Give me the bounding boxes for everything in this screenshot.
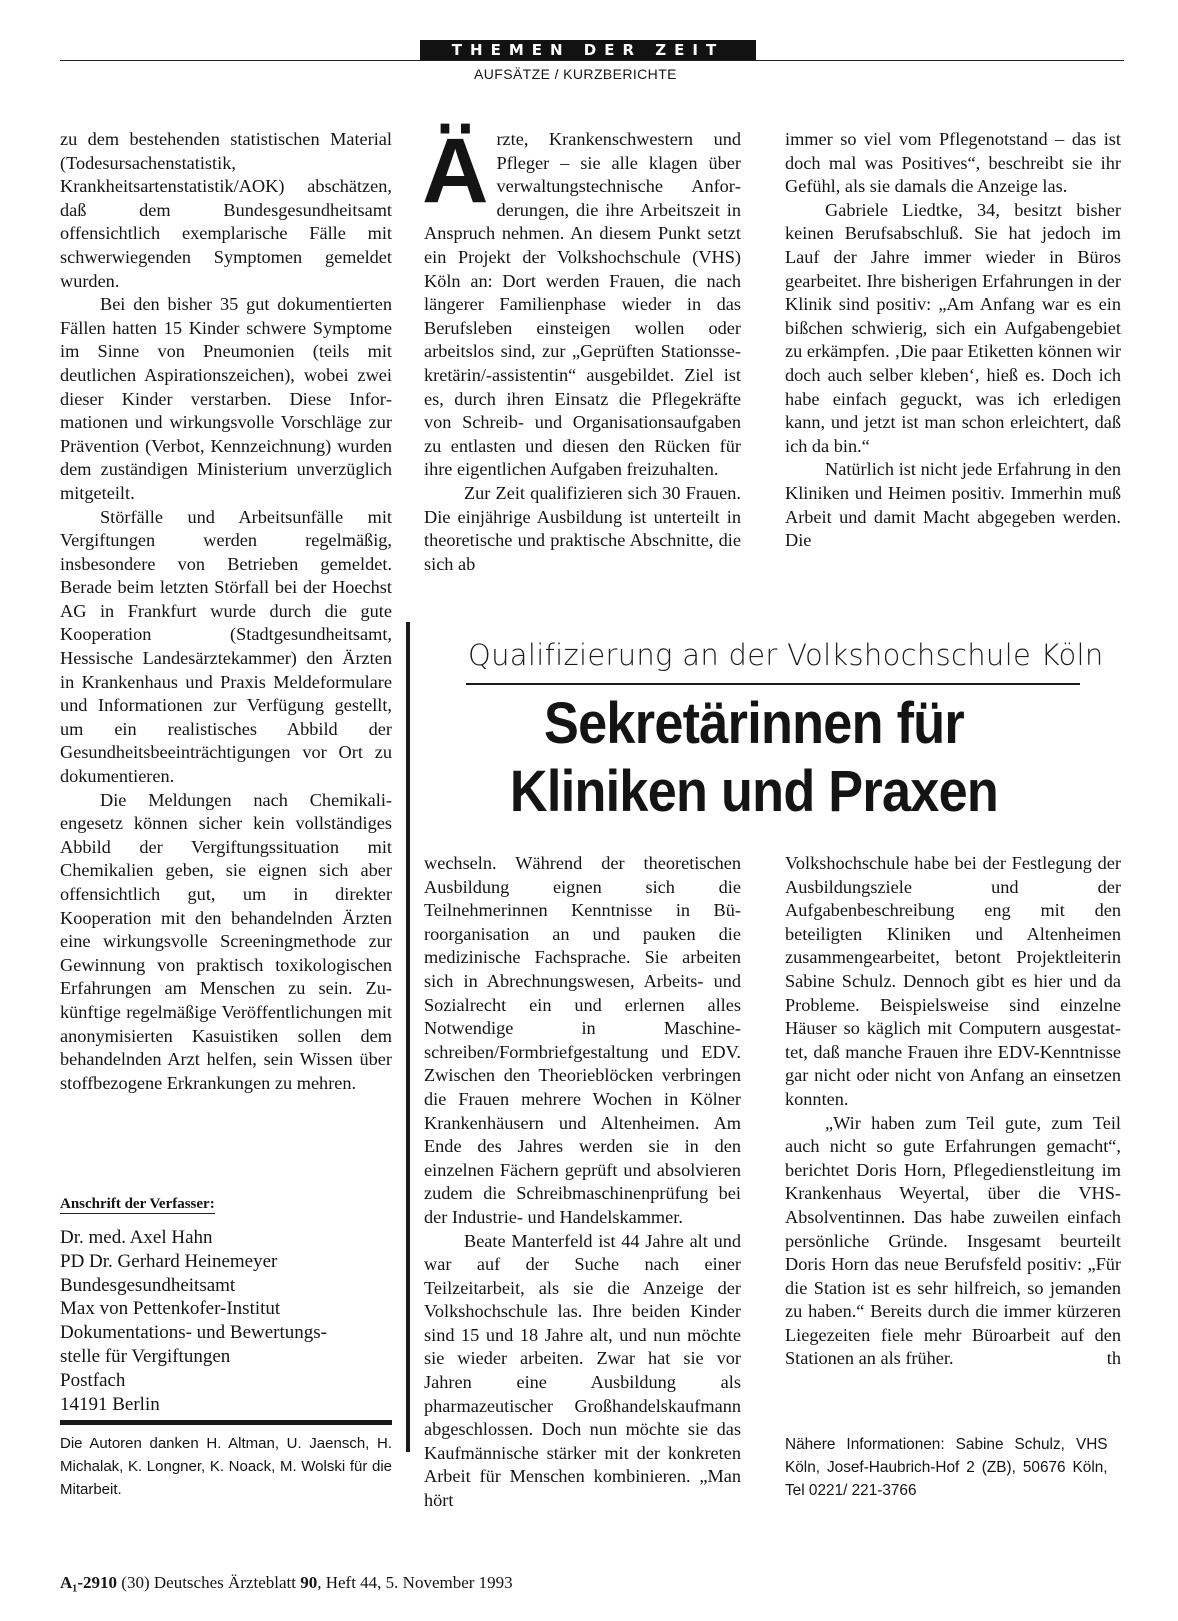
address-label: Anschrift der Verfasser: bbox=[60, 1196, 215, 1212]
section-banner: THEMEN DER ZEIT bbox=[420, 40, 756, 60]
paragraph: Gabriele Liedtke, 34, besitzt bisher keinen Berufsabschluß. Sie hat jedoch im Lauf der Jahre immer wieder in Büros gearbeitet. Ihre bisherigen Erfahrungen in der Klinik sind positiv: „Am Anfang war es ein bißchen schwierig, sich ein Aufgabengebiet zu erkämpfen. ‚Die paar Etiketten können wir doch auch selber kleben‘, hieß es. Doch ich habe einfach geguckt, was ich erledigen kann, und jetzt ist man schon erleichtert, daß ich da bin.“ bbox=[785, 199, 1121, 456]
address-line: Dr. med. Axel Hahn bbox=[60, 1227, 213, 1248]
article-column-2-top bbox=[422, 120, 741, 576]
paragraph: immer so viel vom Pflegenotstand – das ist doch mal was Positives“, beschreibt sie ihr Gefühl, als sie damals die Anzeige las. bbox=[785, 129, 1121, 197]
address-line: Postfach bbox=[60, 1369, 126, 1391]
paragraph: Bei den bisher 35 gut dokumentierten Fällen hatten 15 Kinder schwere Symptome im Sinne von Pneumonien (teils mit deutlichen Aspirationszeichen), wobei zwei dieser Kinder verstarben. Diese Informationen und wirkungsvolle Vorschläge zur Prävention (Verbot, Kennzeichnung) wurden dem zuständigen Ministerium unverzüglich mitgeteilt. bbox=[60, 294, 392, 503]
article-kicker: Qualifizierung an der Volkshochschule Köln bbox=[468, 638, 1104, 672]
drop-cap: Ä bbox=[422, 120, 489, 222]
paragraph: zu dem bestehenden statistischen Material (Todesursachenstatistik, Krankheitsartenstatistik/AOK) abschätzen, daß dem Bundesgesundheitsamt offensichtlich exemplarische Fälle mit schwerwiegenden Symptomen gemeldet wurden. bbox=[60, 129, 392, 291]
footer-text: , Heft 44, 5. November 1993 bbox=[317, 1573, 513, 1592]
paragraph: Volkshochschule habe bei der Festlegung der Ausbildungsziele und der Aufgabenbeschreibung eng mit den beteiligten Kliniken und Altenheimen zusammengearbeitet, betont Projektleiterin Sabine Schulz. Dennoch gibt es hier und da Probleme. Beispielsweise sind einzelne Häuser so käglich mit Computern ausgestattet, daß manche Frauen ihre EDV-Kenntnisse gar nicht oder nicht von Anfang an einsetzen konnten. bbox=[785, 853, 1121, 1109]
volume-number: 90 bbox=[300, 1573, 318, 1592]
paragraph-text: rzte, Krankenschwestern und Pfleger – sie alle klagen über verwaltungstechnische Anforderungen, die ihre Arbeitszeit in Anspruch nehmen. An diesem Punkt setzt ein Projekt der Volkshochschule (VHS) Köln an: Dort werden Frauen, die nach längerer Familienphase wieder in das Berufsleben einsteigen wollen oder arbeitslos sind, zur „Geprüften Stationssekretärin/-assistentin“ ausgebildet. Ziel ist es, durch ihren Einsatz die Pflegekräfte von Schreib- und Organisationsaufgaben zu entlasten und diesen den Rücken für ihre eigentlichen Aufgaben freizuhalten. bbox=[424, 129, 741, 480]
article-column-3-bottom bbox=[785, 852, 1121, 1371]
paragraph bbox=[785, 1112, 1121, 1372]
paragraph: Natürlich ist nicht jede Erfahrung in den Kliniken und Heimen positiv. Immerhin muß Arbeit und damit Macht abgegeben werden. Die bbox=[785, 459, 1121, 551]
footer-text: (30) Deutsches Ärzteblatt bbox=[117, 1573, 301, 1592]
article-column-2-bottom bbox=[424, 852, 741, 1513]
column-1 bbox=[60, 128, 392, 1095]
paragraph: wechseln. Während der theoretischen Ausbildung eignen sich die Teilnehmerinnen Kenntnisse in Büroorganisation an und pauken die medizinische Fachsprache. Sie arbeiten sich in Abrechnungswesen, Arbeits- und Sozialrecht ein und erlernen alles Notwendige in Maschineschreiben/Formbriefgestaltung und EDV. Zwischen den Theorieblöcken verbringen die Frauen mehrere Wochen in Kölner Krankenhäusern und Altenheimen. Am Ende des Jahres werden sie in den einzelnen Fächern geprüft und absolvieren zudem die Schreibmaschinenprüfung bei der Industrie- und Handelskammer. bbox=[424, 853, 741, 1227]
address-line: stelle für Vergiftungen bbox=[60, 1345, 231, 1367]
paragraph: Zur Zeit qualifizieren sich 30 Frauen. Die einjährige Ausbildung ist unterteilt in theoretische und praktische Abschnitte, die sich ab bbox=[424, 482, 741, 574]
header-rule bbox=[60, 60, 1124, 61]
address-line: 14191 Berlin bbox=[60, 1393, 160, 1415]
paragraph: Die Meldungen nach Chemikaliengesetz können sicher kein vollständiges Abbild der Vergiftungssituation mit Chemikalien geben, sie eignen sich aber offensichtlich gut, um in direkter Kooperation mit den behandelnden Ärzten eine wirkungsvolle Screeningmethode zur Gewinnung von praktisch toxikologischen Erfahrungen am Menschen zu sein. Zukünftige regelmäßige Veröffentlichungen mit anonymisierten Kasuistiken sollen dem behandelnden Arzt helfen, sein Wissen über stoffbezogene Erkrankungen zu mehren. bbox=[60, 789, 392, 1093]
page-footer bbox=[60, 1573, 513, 1593]
kicker-rule bbox=[466, 683, 1080, 685]
address-line: Bundesgesundheitsamt bbox=[60, 1274, 236, 1296]
author-signature: th bbox=[1106, 1348, 1121, 1369]
more-information: Nähere Informationen: Sabine Schulz, VHS Köln, Josef-Haubrich-Hof 2 (ZB), 50676 Köln, Tel 0221/ 221-3766 bbox=[785, 1436, 1108, 1499]
acknowledgement: Die Autoren danken H. Altman, U. Jaensch, H. Michalak, K. Longner, K. Noack, M. Wolski für die Mitarbeit. bbox=[60, 1435, 392, 1498]
paragraph: Beate Manterfeld ist 44 Jahre alt und war auf der Suche nach einer Teilzeitarbeit, als sie die Anzeige der Volkshochschule las. Ihre beiden Kinder sind 15 und 18 Jahre alt, und nun möchte sie wieder arbeiten. Zwar hat sie vor Jahren eine Ausbildung als pharmazeutischer Großhandelskaufmann abgeschlossen. Doch nun möchte sie das Kaufmännische stärker mit der konkreten Arbeit für Menschen kombinieren. „Man hört bbox=[424, 1230, 741, 1511]
address-line: PD Dr. Gerhard Heinemeyer bbox=[60, 1250, 278, 1272]
article-column-3-top bbox=[785, 128, 1121, 553]
address-line: Dokumentations- und Bewertungs- bbox=[60, 1322, 328, 1344]
address-line: Max von Pettenkofer-Institut bbox=[60, 1298, 281, 1320]
headline-line: Sekretärinnen für bbox=[544, 691, 964, 756]
paragraph-text: „Wir haben zum Teil gute, zum Teil auch nicht so gute Erfahrungen gemacht“, berichtet Doris Horn, Pflegedienstleitung im Krankenhaus Weyertal, über die VHS-Absolventinnen. Das habe zuweilen einfach persönliche Gründe. Insgesamt beurteilt Doris Horn das neue Berufsfeld positiv: „Für die Station ist es sehr hilfreich, so jemanden zu haben.“ Bereits durch die immer kürzeren Liegezeiten fiele mehr Büroarbeit auf den Stationen an als früher. bbox=[785, 1112, 1121, 1369]
author-address bbox=[60, 1226, 327, 1416]
article-headline bbox=[466, 690, 1042, 826]
paragraph bbox=[422, 120, 741, 482]
paragraph: Störfälle und Arbeitsunfälle mit Vergiftungen werden regelmäßig, insbesondere von Betrieben gemeldet. Berade beim letzten Störfall bei der Hoechst AG in Frankfurt wurde durch die gute Kooperation (Stadtgesundheitsamt, Hessische Landesärztekammer) den Ärzten in Krankenhaus und Praxis Meldeformulare und Informationen zur Verfügung gestellt, um ein realistisches Abbild der Gesundheitsbeeinträchtigungen vor Ort zu dokumentieren. bbox=[60, 506, 392, 787]
page-number: A₁-2910 bbox=[60, 1573, 118, 1592]
acknowledgement-rule bbox=[60, 1420, 392, 1425]
article-vertical-rule bbox=[406, 622, 410, 1452]
section-subtitle: AUFSÄTZE / KURZBERICHTE bbox=[474, 66, 677, 82]
headline-line: Kliniken und Praxen bbox=[509, 759, 999, 824]
